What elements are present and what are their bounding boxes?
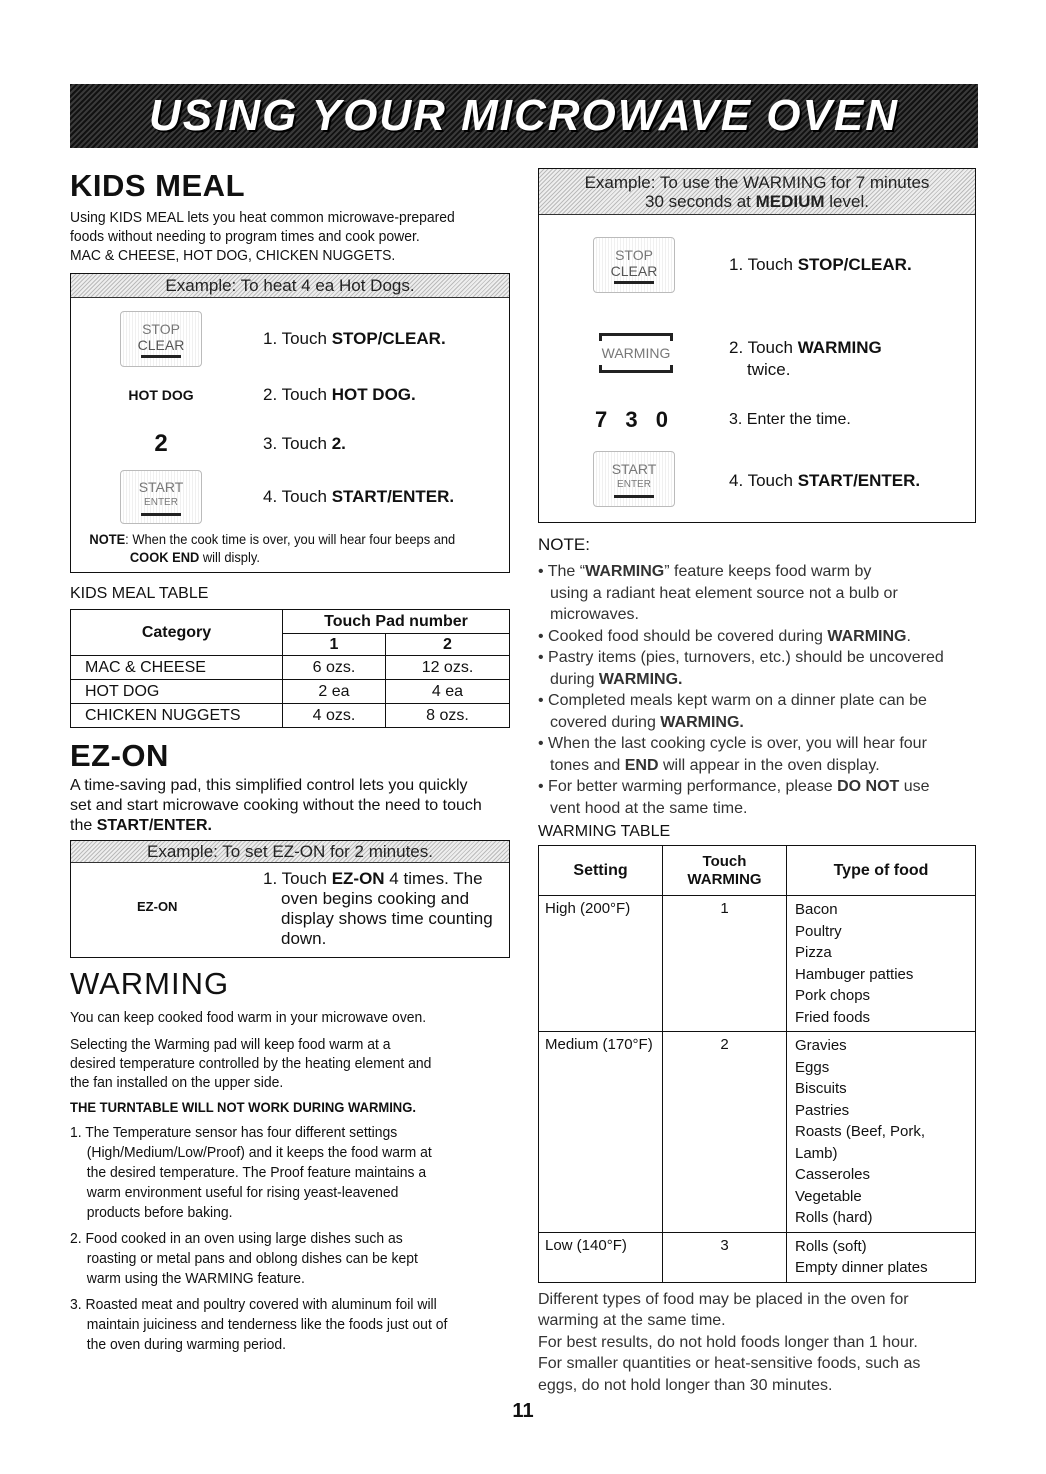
list-item: 2. Food cooked in an oven using large dishes such as roasting or metal pans and oblong dishes can be kept warm using the WARMING feature. bbox=[70, 1230, 418, 1287]
kids-step-2: HOT DOG 2. Touch HOT DOG. bbox=[128, 385, 416, 404]
list-item: • For better warming performance, please DO NOT use vent hood at the same time. bbox=[538, 778, 930, 817]
warming-step-4: 4. Touch START/ENTER. bbox=[729, 471, 921, 490]
list-item: 3. Roasted meat and poultry covered with aluminum foil will maintain juiciness and tenderness like the foods just out of the oven during warming period. bbox=[70, 1296, 448, 1353]
ez-on-example-box bbox=[70, 840, 510, 958]
warming-pad: WARMING bbox=[593, 333, 679, 391]
table-row: High (200°F) 1 Bacon Poultry Pizza Hambuger patties Pork chops Fried foods bbox=[539, 896, 976, 1032]
warming-intro: You can keep cooked food warm in your microwave oven. bbox=[70, 1009, 427, 1026]
number-2-key: 2 bbox=[154, 430, 168, 457]
start-enter-pad: START ENTER bbox=[120, 470, 202, 524]
kids-step-3: 2 3. Touch 2. bbox=[154, 430, 346, 457]
table-row: HOT DOG 2 ea 4 ea bbox=[71, 680, 510, 704]
table-row: CHICKEN NUGGETS 4 ozs. 8 ozs. bbox=[71, 704, 510, 728]
kids-meal-note: NOTE: When the cook time is over, you will hear four beeps and COOK END will disply. bbox=[89, 531, 456, 565]
table-row: Medium (170°F) 2 Gravies Eggs Biscuits Pastries Roasts (Beef, Pork, Lamb) Casseroles Vegetable Rolls (hard) bbox=[539, 1032, 976, 1233]
ez-on-key: EZ-ON bbox=[137, 899, 178, 914]
kids-meal-table-title: KIDS MEAL TABLE bbox=[70, 585, 209, 602]
list-item: • When the last cooking cycle is over, you will hear four tones and END will appear in the oven display. bbox=[538, 735, 927, 774]
col-category: Category bbox=[71, 610, 283, 656]
warming-table-title: WARMING TABLE bbox=[538, 823, 671, 840]
warming-step-3: 3. Enter the time. bbox=[729, 411, 851, 428]
warming-step-2: 2. Touch WARMING twice. bbox=[729, 338, 882, 379]
stop-clear-pad: STOP CLEAR bbox=[593, 237, 675, 293]
warming-table bbox=[538, 845, 976, 1283]
list-item: • Completed meals kept warm on a dinner plate can be covered during WARMING. bbox=[538, 692, 927, 731]
list-item: • The “WARMING” feature keeps food warm by using a radiant heat element source not a bulb or microwaves. bbox=[538, 563, 898, 623]
page-number: 11 bbox=[512, 1400, 534, 1422]
left-column bbox=[70, 168, 510, 1361]
kids-step-1: STOP CLEAR 1. Touch STOP/CLEAR. bbox=[71, 308, 509, 370]
warming-step-1: 1. Touch STOP/CLEAR. bbox=[729, 255, 912, 274]
stop-clear-pad: STOP CLEAR bbox=[120, 311, 202, 367]
right-column bbox=[538, 168, 976, 1396]
warming-note-title: NOTE: bbox=[538, 535, 590, 554]
hot-dog-key: HOT DOG bbox=[128, 387, 194, 403]
col-type-of-food: Type of food bbox=[787, 846, 976, 896]
start-enter-pad: START ENTER bbox=[593, 451, 675, 507]
ez-on-intro: A time-saving pad, this simplified control lets you quickly set and start microwave cooking without the need to touch the START/ENTER. bbox=[70, 777, 482, 834]
col-setting: Setting bbox=[539, 846, 663, 896]
list-item: • Cooked food should be covered during WARMING. bbox=[538, 627, 911, 645]
warming-description: Selecting the Warming pad will keep food warm at a desired temperature controlled by the heating element and the fan installed on the upper side. bbox=[70, 1036, 432, 1091]
page-banner bbox=[70, 84, 978, 148]
kids-meal-heading: KIDS MEAL bbox=[70, 168, 245, 203]
list-item: 1. The Temperature sensor has four different settings (High/Medium/Low/Proof) and it keeps the food warm at the desired temperature. The Proof feature maintains a warm environment useful for rising yeast-leavened products before baking. bbox=[70, 1124, 432, 1221]
table-row: MAC & CHEESE 6 ozs. 12 ozs. bbox=[71, 656, 510, 680]
time-digits: 7 3 0 bbox=[595, 407, 674, 432]
col-touch-warming: Touch WARMING bbox=[663, 846, 787, 896]
page-title: USING YOUR MICROWAVE OVEN bbox=[148, 91, 899, 140]
kids-meal-example-box bbox=[70, 273, 510, 573]
warming-heading: WARMING bbox=[70, 966, 230, 1001]
warming-example-heading: Example: To use the WARMING for 7 minutes 30 seconds at MEDIUM level. bbox=[539, 169, 975, 215]
ez-on-heading: EZ-ON bbox=[70, 738, 169, 773]
kids-step-4: START ENTER 4. Touch START/ENTER. bbox=[71, 468, 509, 526]
table-row: Low (140°F) 3 Rolls (soft) Empty dinner plates bbox=[539, 1232, 976, 1282]
kids-meal-table: Category Touch Pad number 1 2 MAC & CHEESE 6 ozs. 12 ozs. HOT DOG 2 ea 4 ea CHICKEN NUGGETS 4 ozs. 8 ozs. bbox=[70, 609, 510, 728]
kids-meal-example-heading: Example: To heat 4 ea Hot Dogs. bbox=[71, 274, 509, 298]
warming-example-box bbox=[538, 168, 976, 523]
kids-meal-intro: Using KIDS MEAL lets you heat common microwave-prepared foods without needing to program times and cook power. MAC & CHEESE, HOT DOG, CHICKEN NUGGETS. bbox=[70, 209, 455, 264]
warming-table-footnote: Different types of food may be placed in the oven for warming at the same time. For best results, do not hold foods longer than 1 hour. For smaller quantities or heat-sensitive foods, such as eggs, do not hold longer than 30 minutes. bbox=[538, 1290, 921, 1394]
ez-on-example-heading: Example: To set EZ-ON for 2 minutes. bbox=[71, 841, 509, 863]
warming-notes-list bbox=[538, 561, 976, 819]
turntable-warning: THE TURNTABLE WILL NOT WORK DURING WARMING. bbox=[70, 1099, 416, 1115]
col-touch-pad: Touch Pad number bbox=[283, 610, 510, 634]
ez-on-step-1: 1. Touch EZ-ON 4 times. The oven begins cooking and display shows time counting down. bbox=[263, 869, 493, 948]
warming-list bbox=[70, 1123, 507, 1355]
list-item: • Pastry items (pies, turnovers, etc.) should be uncovered during WARMING. bbox=[538, 649, 944, 688]
